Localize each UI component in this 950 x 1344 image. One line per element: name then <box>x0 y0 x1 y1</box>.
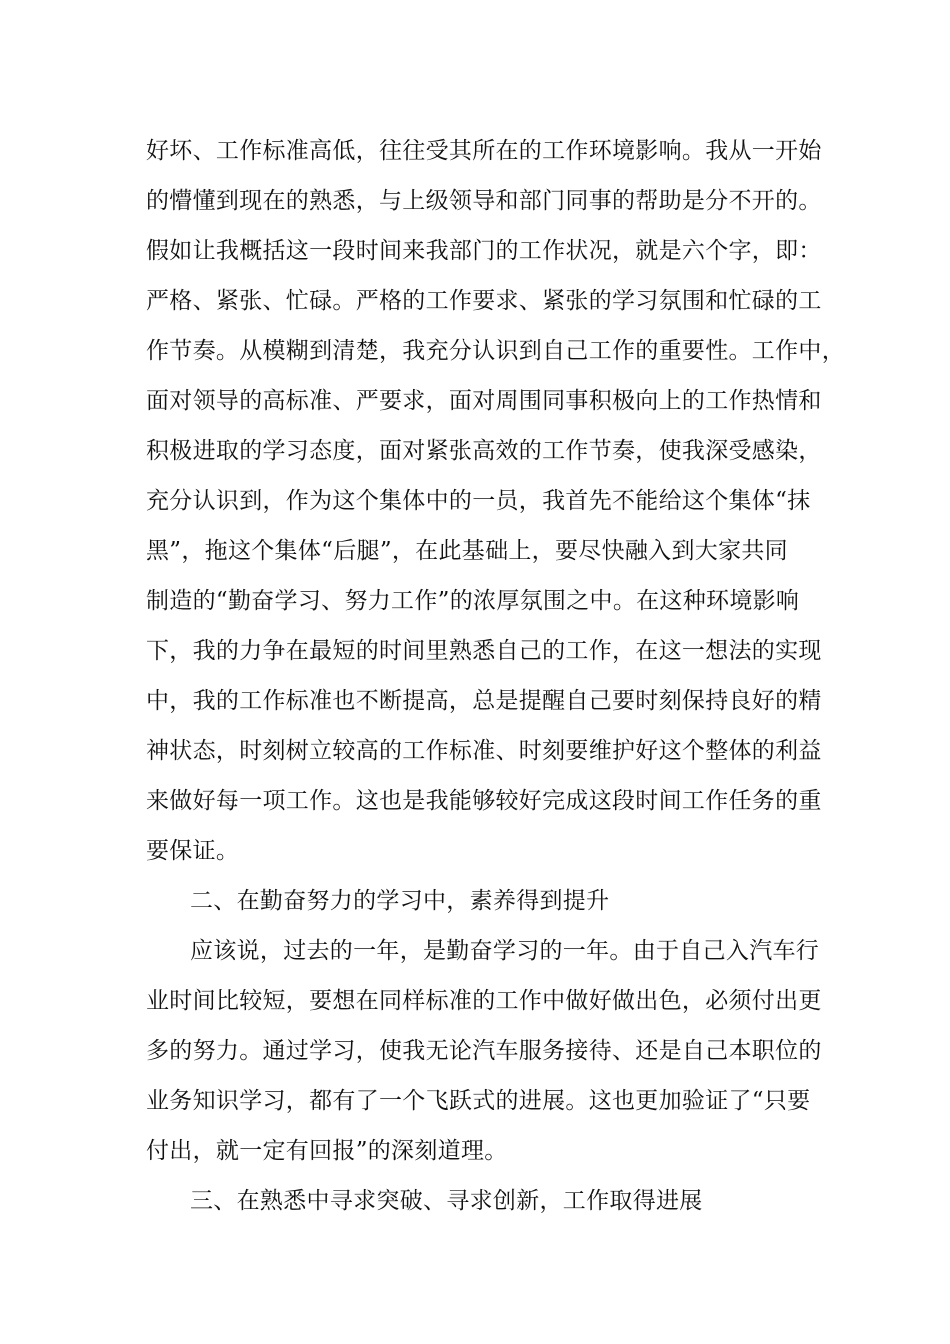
text-line: 制造的“勤奋学习、努力工作”的浓厚氛围之中。在这种环境影响 <box>146 588 800 614</box>
text-line: 的懵懂到现在的熟悉，与上级领导和部门同事的帮助是分不开的。 <box>146 188 822 214</box>
text-line: 充分认识到，作为这个集体中的一员，我首先不能给这个集体“抹 <box>146 488 811 514</box>
text-line: 要保证。 <box>146 838 240 864</box>
text-line: 严格、紧张、忙碌。严格的工作要求、紧张的学习氛围和忙碌的工 <box>146 288 822 314</box>
text-line: 多的努力。通过学习，使我无论汽车服务接待、还是自己本职位的 <box>146 1038 822 1064</box>
text-line: 应该说，过去的一年，是勤奋学习的一年。由于自己入汽车行 <box>190 938 820 964</box>
section-heading-3: 三、在熟悉中寻求突破、寻求创新，工作取得进展 <box>190 1188 703 1214</box>
text-line: 面对领导的高标准、严要求，面对周围同事积极向上的工作热情和 <box>146 388 822 414</box>
section-heading-2: 二、在勤奋努力的学习中，素养得到提升 <box>190 888 610 914</box>
text-line: 付出，就一定有回报”的深刻道理。 <box>146 1138 508 1164</box>
text-line: 假如让我概括这一段时间来我部门的工作状况，就是六个字，即： <box>146 238 822 264</box>
text-line: 中，我的工作标准也不断提高，总是提醒自己要时刻保持良好的精 <box>146 688 822 714</box>
text-line: 作节奏。从模糊到清楚，我充分认识到自己工作的重要性。工作中， <box>146 338 845 364</box>
text-line: 积极进取的学习态度，面对紧张高效的工作节奏，使我深受感染， <box>146 438 822 464</box>
text-line: 业务知识学习，都有了一个飞跃式的进展。这也更加验证了“只要 <box>146 1088 811 1114</box>
text-line: 来做好每一项工作。这也是我能够较好完成这段时间工作任务的重 <box>146 788 822 814</box>
text-line: 下，我的力争在最短的时间里熟悉自己的工作，在这一想法的实现 <box>146 638 822 664</box>
text-line: 好坏、工作标准高低，往往受其所在的工作环境影响。我从一开始 <box>146 138 822 164</box>
text-line: 神状态，时刻树立较高的工作标准、时刻要维护好这个整体的利益 <box>146 738 822 764</box>
text-line: 业时间比较短，要想在同样标准的工作中做好做出色，必须付出更 <box>146 988 822 1014</box>
text-line: 黑”，拖这个集体“后腿”，在此基础上，要尽快融入到大家共同 <box>146 538 788 564</box>
